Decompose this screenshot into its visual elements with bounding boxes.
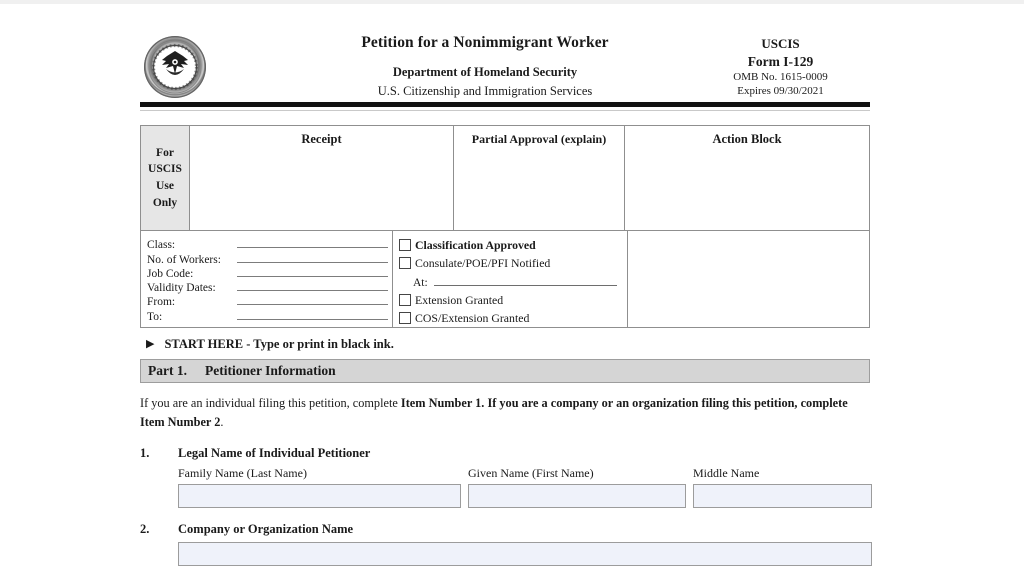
from-label: From: xyxy=(147,296,176,309)
part-1-title: Petitioner Information xyxy=(204,363,336,378)
to-label: To: xyxy=(147,310,163,323)
to-line[interactable] xyxy=(237,319,388,320)
uscis-field-class[interactable] xyxy=(147,237,388,251)
uscis-field-to[interactable] xyxy=(147,308,388,322)
page-top-strip xyxy=(0,0,1024,4)
uscis-label-line-2: USCIS xyxy=(148,163,182,176)
uscis-checkbox-column xyxy=(393,231,628,327)
uscis-field-validity-dates[interactable] xyxy=(147,280,388,294)
class-line[interactable] xyxy=(237,247,388,248)
class-label: Class: xyxy=(147,239,176,252)
middle-name-input[interactable] xyxy=(693,484,872,508)
checkbox-icon-classification-approved[interactable] xyxy=(399,239,411,251)
middle-name-group xyxy=(693,466,872,508)
uscis-field-no-of-workers[interactable] xyxy=(147,251,388,265)
item-1-heading xyxy=(140,446,870,461)
given-name-input[interactable] xyxy=(468,484,686,508)
agency-subdivision: U.S. Citizenship and Immigration Services xyxy=(377,84,593,98)
agency-abbrev: USCIS xyxy=(761,36,800,51)
given-name-group xyxy=(468,466,686,508)
checkbox-row-classification-approved[interactable] xyxy=(399,237,623,253)
job-code-label: Job Code: xyxy=(147,267,194,280)
receipt-header: Receipt xyxy=(301,132,342,146)
checkbox-row-cos-extension-granted[interactable] xyxy=(399,310,623,326)
at-field-row[interactable] xyxy=(399,273,623,289)
checkbox-row-extension-granted[interactable] xyxy=(399,292,623,308)
given-name-label: Given Name (First Name) xyxy=(468,466,594,481)
title-block xyxy=(260,34,710,99)
item-2-number: 2. xyxy=(140,522,150,537)
job-code-line[interactable] xyxy=(237,276,388,277)
form-number: Form I-129 xyxy=(747,53,814,69)
checkbox-row-consulate-notified[interactable] xyxy=(399,255,623,271)
company-name-group xyxy=(178,542,872,566)
checkbox-label-classification-approved: Classification Approved xyxy=(415,237,536,252)
header-rule-thick xyxy=(140,102,870,107)
family-name-input[interactable] xyxy=(178,484,461,508)
agency-name: Department of Homeland Security xyxy=(392,65,578,79)
item-1-fields xyxy=(140,466,870,508)
form-header xyxy=(140,22,870,100)
header-rule-thin xyxy=(140,110,870,111)
start-here-text: START HERE - Type or print in black ink. xyxy=(164,337,394,351)
omb-number: OMB No. 1615-0009 xyxy=(733,70,828,83)
item-1-number: 1. xyxy=(140,446,150,461)
family-name-label: Family Name (Last Name) xyxy=(178,466,307,481)
for-uscis-use-only-label xyxy=(141,126,190,230)
at-label: At: xyxy=(413,277,428,289)
partial-approval-header: Partial Approval (explain) xyxy=(471,132,607,146)
instructions-segment-5: . xyxy=(220,415,224,430)
item-2-fields xyxy=(140,542,870,566)
uscis-fields-column xyxy=(141,231,393,327)
uscis-use-only-table-bottom xyxy=(140,231,870,328)
validity-dates-line[interactable] xyxy=(237,290,388,291)
action-block-area[interactable] xyxy=(628,231,869,327)
expiration-date: Expires 09/30/2021 xyxy=(737,84,824,97)
checkbox-label-cos-extension-granted: COS/Extension Granted xyxy=(415,310,530,325)
family-name-group xyxy=(178,466,461,508)
checkbox-label-consulate-notified: Consulate/POE/PFI Notified xyxy=(415,255,551,270)
from-line[interactable] xyxy=(237,304,388,305)
part-1-number: Part 1. xyxy=(148,363,187,378)
start-here-banner xyxy=(140,337,870,352)
instructions-segment-1: If you are an individual filing this petition, complete xyxy=(140,396,401,410)
action-block-cell[interactable] xyxy=(625,126,869,230)
action-block-header: Action Block xyxy=(712,132,782,146)
middle-name-label: Middle Name xyxy=(693,466,760,481)
item-1-label: Legal Name of Individual Petitioner xyxy=(178,446,371,461)
validity-dates-label: Validity Dates: xyxy=(147,282,216,295)
triangle-right-icon: ▶ xyxy=(146,338,155,350)
form-meta-block xyxy=(693,36,868,98)
instructions-segment-3: If you are a company or an organization filing this petition, complete xyxy=(484,396,848,410)
receipt-cell[interactable] xyxy=(190,126,454,230)
uscis-label-line-4: Only xyxy=(152,196,178,209)
no-of-workers-label: No. of Workers: xyxy=(147,253,221,266)
at-line[interactable] xyxy=(434,285,617,286)
form-sheet xyxy=(140,22,870,566)
checkbox-icon-cos-extension-granted[interactable] xyxy=(399,312,411,324)
checkbox-icon-consulate-notified[interactable] xyxy=(399,257,411,269)
uscis-use-only-table-top xyxy=(140,125,870,231)
company-name-input[interactable] xyxy=(178,542,872,566)
part-1-instructions xyxy=(140,394,870,432)
uscis-label-line-1: For xyxy=(156,146,174,159)
part-1-header xyxy=(140,359,870,383)
item-2-label: Company or Organization Name xyxy=(178,522,354,537)
dhs-seal-icon xyxy=(144,36,206,98)
no-of-workers-line[interactable] xyxy=(237,262,388,263)
item-2-heading xyxy=(140,522,870,537)
form-title: Petition for a Nonimmigrant Worker xyxy=(361,34,609,51)
checkbox-label-extension-granted: Extension Granted xyxy=(415,292,504,307)
uscis-label-line-3: Use xyxy=(156,180,174,192)
checkbox-icon-extension-granted[interactable] xyxy=(399,294,411,306)
instructions-item-number-2: Item Number 2 xyxy=(140,415,221,430)
partial-approval-cell[interactable] xyxy=(454,126,625,230)
uscis-field-job-code[interactable] xyxy=(147,266,388,280)
instructions-item-number-1: Item Number 1. xyxy=(400,396,485,410)
uscis-field-from[interactable] xyxy=(147,294,388,308)
